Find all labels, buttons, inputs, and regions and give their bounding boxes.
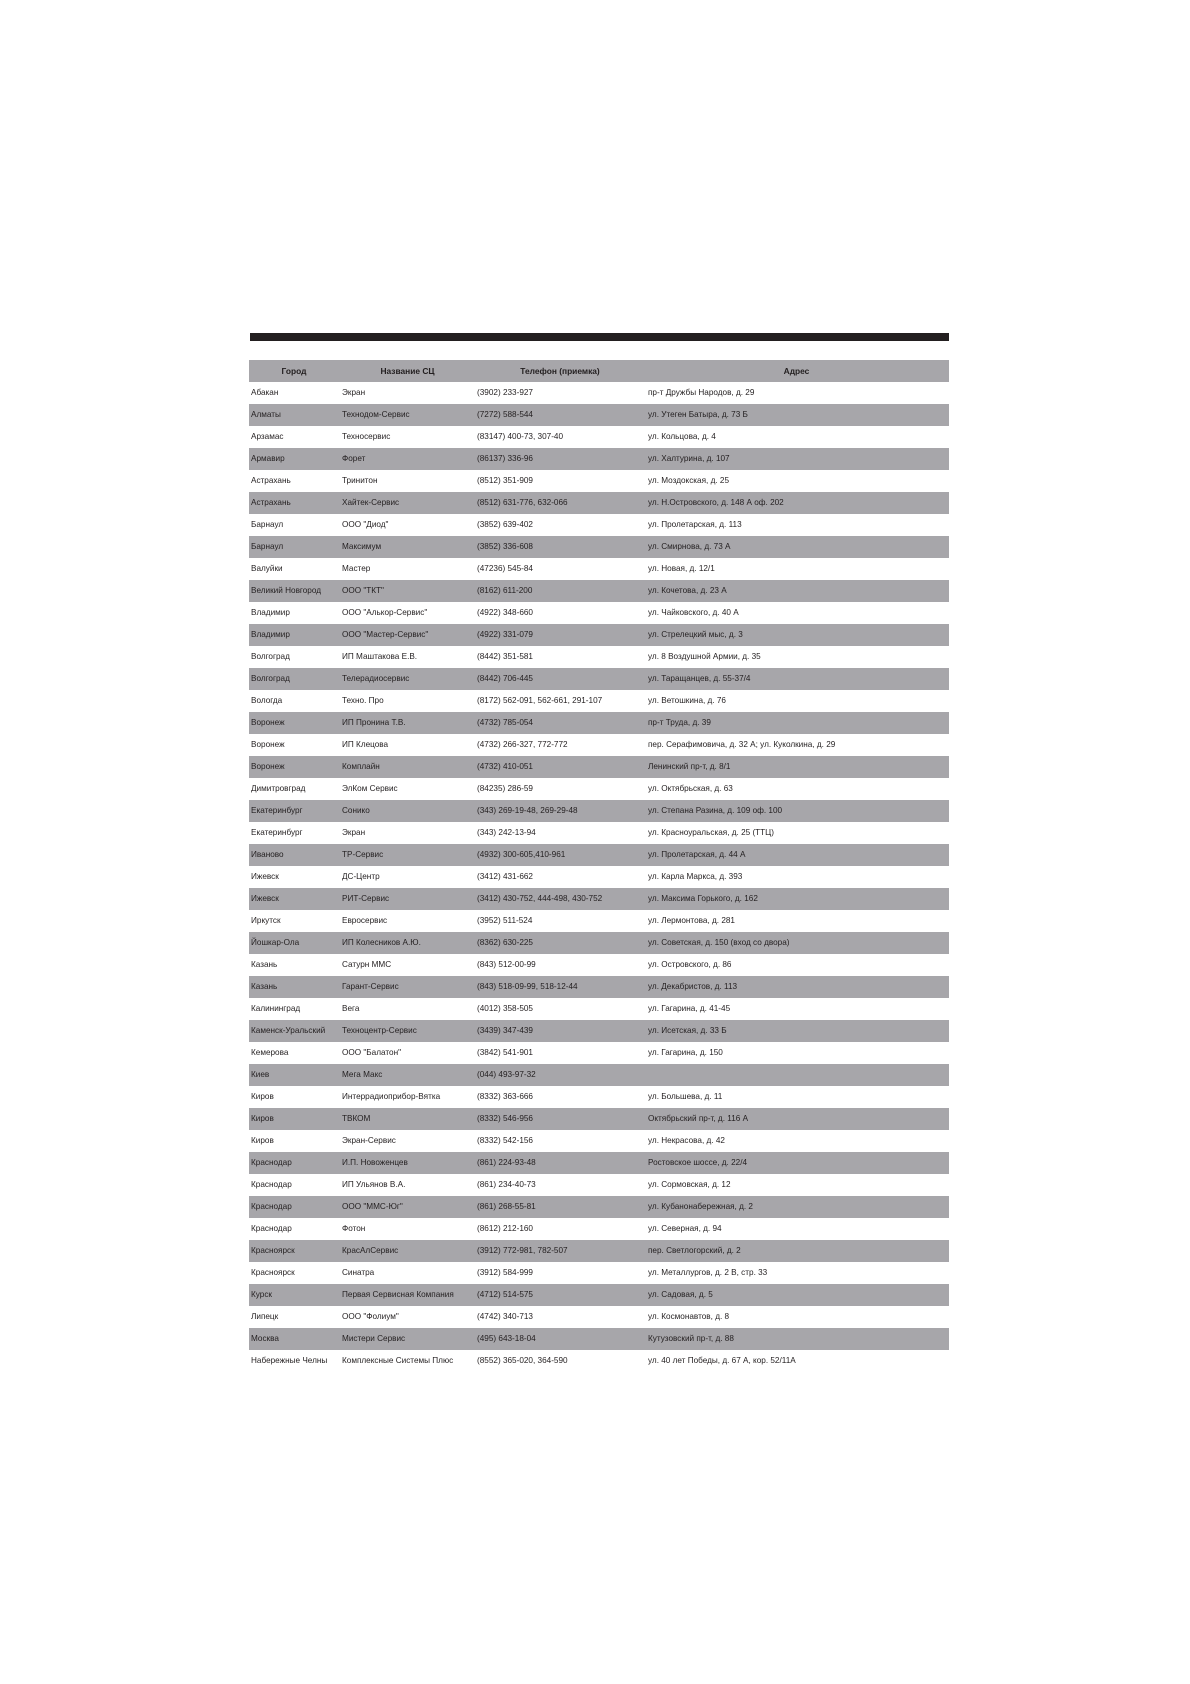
column-header-city: Город <box>249 360 339 382</box>
cell-address: пер. Серафимовича, д. 32 А; ул. Куколкина, д. 29 <box>648 739 836 749</box>
cell-phone: (8442) 351-581 <box>477 651 533 661</box>
cell-name: Технодом-Сервис <box>339 404 476 426</box>
cell-phone: (8172) 562-091, 562-661, 291-107 <box>477 695 603 705</box>
table-body <box>249 382 949 1372</box>
cell-phone: (4932) 300-605,410-961 <box>476 844 644 866</box>
table-row <box>249 646 949 668</box>
cell-name: ИП Колесников А.Ю. <box>339 932 476 954</box>
cell-phone: (3842) 541-901 <box>477 1047 533 1057</box>
table-row <box>249 844 949 866</box>
cell-phone: (861) 268-55-81 <box>476 1196 644 1218</box>
table-row <box>249 382 949 404</box>
cell-city: Волгоград <box>251 651 290 661</box>
cell-phone: (8332) 542-156 <box>477 1135 533 1145</box>
table-row <box>249 624 949 646</box>
cell-address: ул. Моздокская, д. 25 <box>648 475 730 485</box>
cell-phone: (84235) 286-59 <box>477 783 533 793</box>
cell-name: Комплексные Системы Плюс <box>342 1355 454 1365</box>
column-header-phone: Телефон (приемка) <box>476 360 644 382</box>
cell-phone: (8512) 351-909 <box>477 475 533 485</box>
cell-phone: (86137) 336-96 <box>476 448 644 470</box>
cell-city: Краснодар <box>251 1179 292 1189</box>
cell-address: ул. Новая, д. 12/1 <box>648 563 715 573</box>
cell-city: Владимир <box>249 624 339 646</box>
cell-city: Воронеж <box>251 739 285 749</box>
table-row <box>249 976 949 998</box>
table-row <box>249 932 949 954</box>
cell-phone: (4012) 358-505 <box>477 1003 533 1013</box>
table-row <box>249 866 949 888</box>
cell-city: Каменск-Уральский <box>249 1020 339 1042</box>
table-row <box>249 910 949 932</box>
cell-name: РИТ-Сервис <box>339 888 476 910</box>
table-row <box>249 888 949 910</box>
cell-name: Техносервис <box>342 431 391 441</box>
cell-phone: (4922) 331-079 <box>476 624 644 646</box>
cell-address: ул. Степана Разина, д. 109 оф. 100 <box>644 800 949 822</box>
cell-city: Киев <box>249 1064 339 1086</box>
cell-phone: (4732) 266-327, 772-772 <box>477 739 568 749</box>
cell-address: ул. Халтурина, д. 107 <box>644 448 949 470</box>
cell-address: ул. Красноуральская, д. 25 (ТТЦ) <box>648 827 774 837</box>
cell-city: Екатеринбург <box>249 800 339 822</box>
cell-name: Первая Сервисная Компания <box>339 1284 476 1306</box>
cell-phone: (4732) 410-051 <box>476 756 644 778</box>
table-row <box>249 1130 949 1152</box>
cell-name: Экран <box>342 387 366 397</box>
cell-address: Кутузовский пр-т, д. 88 <box>644 1328 949 1350</box>
cell-city: Краснодар <box>249 1152 339 1174</box>
cell-phone: (343) 269-19-48, 269-29-48 <box>476 800 644 822</box>
table-row <box>249 536 949 558</box>
cell-name: ТР-Сервис <box>339 844 476 866</box>
cell-address: ул. Декабристов, д. 113 <box>644 976 949 998</box>
cell-city: Валуйки <box>251 563 283 573</box>
cell-address: ул. Космонавтов, д. 8 <box>648 1311 730 1321</box>
cell-name: ИП Пронина Т.В. <box>339 712 476 734</box>
cell-phone: (3439) 347-439 <box>476 1020 644 1042</box>
cell-name: Техноцентр-Сервис <box>339 1020 476 1042</box>
header-row <box>249 360 949 382</box>
cell-name: Мистери Сервис <box>339 1328 476 1350</box>
cell-city: Вологда <box>251 695 283 705</box>
cell-city: Красноярск <box>249 1240 339 1262</box>
cell-city: Ижевск <box>249 888 339 910</box>
table-row <box>249 470 949 492</box>
cell-name: ООО "Балатон" <box>342 1047 402 1057</box>
cell-city: Иваново <box>249 844 339 866</box>
column-header-name: Название СЦ <box>339 360 476 382</box>
cell-name: Комплайн <box>339 756 476 778</box>
cell-phone: (3852) 336-608 <box>476 536 644 558</box>
cell-address: ул. Октябрьская, д. 63 <box>648 783 733 793</box>
cell-name: Интеррадиоприбор-Вятка <box>342 1091 441 1101</box>
table-row <box>249 998 949 1020</box>
table-row <box>249 1306 949 1328</box>
cell-address: ул. Стрелецкий мыс, д. 3 <box>644 624 949 646</box>
cell-city: Киров <box>251 1091 274 1101</box>
table-row <box>249 1086 949 1108</box>
cell-address: ул. Пролетарская, д. 44 А <box>644 844 949 866</box>
cell-address: ул. Садовая, д. 5 <box>644 1284 949 1306</box>
cell-city: Алматы <box>249 404 339 426</box>
cell-city: Абакан <box>251 387 279 397</box>
cell-address <box>644 1064 949 1086</box>
table-row <box>249 404 949 426</box>
cell-address: ул. Лермонтова, д. 281 <box>648 915 735 925</box>
cell-name: ЭлКом Сервис <box>342 783 398 793</box>
cell-phone: (843) 512-00-99 <box>477 959 536 969</box>
cell-city: Астрахань <box>249 492 339 514</box>
table-row <box>249 1218 949 1240</box>
cell-address: ул. Гагарина, д. 41-45 <box>648 1003 731 1013</box>
cell-city: Воронеж <box>249 756 339 778</box>
cell-city: Арзамас <box>251 431 284 441</box>
cell-name: Экран-Сервис <box>342 1135 396 1145</box>
cell-city: Барнаул <box>249 536 339 558</box>
cell-address: ул. Большева, д. 11 <box>648 1091 723 1101</box>
cell-name: Максимум <box>339 536 476 558</box>
cell-city: Набережные Челны <box>251 1355 328 1365</box>
cell-address: ул. Некрасова, д. 42 <box>648 1135 725 1145</box>
cell-phone: (3852) 639-402 <box>477 519 533 529</box>
cell-phone: (8552) 365-020, 364-590 <box>477 1355 568 1365</box>
cell-city: Екатеринбург <box>251 827 303 837</box>
cell-phone: (3412) 431-662 <box>477 871 533 881</box>
cell-phone: (843) 518-09-99, 518-12-44 <box>476 976 644 998</box>
cell-phone: (8332) 546-956 <box>476 1108 644 1130</box>
cell-address: ул. Максима Горького, д. 162 <box>644 888 949 910</box>
cell-city: Красноярск <box>251 1267 295 1277</box>
table-row <box>249 558 949 580</box>
cell-phone: (8362) 630-225 <box>476 932 644 954</box>
cell-address: ул. Сормовская, д. 12 <box>648 1179 731 1189</box>
cell-address: ул. Металлургов, д. 2 В, стр. 33 <box>648 1267 768 1277</box>
table-row <box>249 1020 949 1042</box>
cell-phone: (861) 224-93-48 <box>476 1152 644 1174</box>
cell-name: Фотон <box>342 1223 366 1233</box>
cell-name: Синатра <box>342 1267 375 1277</box>
cell-city: Йошкар-Ола <box>249 932 339 954</box>
cell-address: Ростовское шоссе, д. 22/4 <box>644 1152 949 1174</box>
table-row <box>249 1064 949 1086</box>
cell-name: Хайтек-Сервис <box>339 492 476 514</box>
cell-address: ул. Гагарина, д. 150 <box>648 1047 723 1057</box>
table-row <box>249 800 949 822</box>
cell-address: ул. Карла Маркса, д. 393 <box>648 871 743 881</box>
table-row <box>249 1152 949 1174</box>
cell-address: ул. Северная, д. 94 <box>648 1223 722 1233</box>
cell-city: Владимир <box>251 607 290 617</box>
cell-address: Октябрьский пр-т, д. 116 А <box>644 1108 949 1130</box>
table-row <box>249 1042 949 1064</box>
cell-name: Гарант-Сервис <box>339 976 476 998</box>
cell-name: ООО "ММС-Юг" <box>339 1196 476 1218</box>
table-row <box>249 1328 949 1350</box>
cell-name: Сатурн ММС <box>342 959 392 969</box>
cell-city: Краснодар <box>249 1196 339 1218</box>
cell-name: Сонико <box>339 800 476 822</box>
table-row <box>249 1240 949 1262</box>
table-row <box>249 514 949 536</box>
cell-city: Калининград <box>251 1003 301 1013</box>
table-row <box>249 756 949 778</box>
cell-name: Экран <box>342 827 366 837</box>
cell-city: Казань <box>249 976 339 998</box>
cell-city: Астрахань <box>251 475 291 485</box>
cell-address: пр-т Труда, д. 39 <box>644 712 949 734</box>
cell-phone: (343) 242-13-94 <box>477 827 536 837</box>
cell-city: Великий Новгород <box>249 580 339 602</box>
cell-address: Ленинский пр-т, д. 8/1 <box>644 756 949 778</box>
cell-address: ул. Таращанцев, д. 55-37/4 <box>644 668 949 690</box>
cell-city: Димитровград <box>251 783 306 793</box>
cell-phone: (4922) 348-660 <box>477 607 533 617</box>
cell-phone: (3412) 430-752, 444-498, 430-752 <box>476 888 644 910</box>
cell-address: ул. Н.Островского, д. 148 А оф. 202 <box>644 492 949 514</box>
table-row <box>249 712 949 734</box>
cell-address: ул. Советская, д. 150 (вход со двора) <box>644 932 949 954</box>
cell-phone: (3952) 511-524 <box>477 915 533 925</box>
cell-phone: (861) 234-40-73 <box>477 1179 536 1189</box>
cell-name: И.П. Новоженцев <box>339 1152 476 1174</box>
cell-name: ООО "Фолиум" <box>342 1311 399 1321</box>
cell-name: Вега <box>342 1003 360 1013</box>
cell-address: ул. Кольцова, д. 4 <box>648 431 716 441</box>
table-row <box>249 1196 949 1218</box>
cell-name: КрасАлСервис <box>339 1240 476 1262</box>
cell-phone: (83147) 400-73, 307-40 <box>477 431 564 441</box>
cell-phone: (4712) 514-575 <box>476 1284 644 1306</box>
cell-phone: (4732) 785-054 <box>476 712 644 734</box>
cell-address: пр-т Дружбы Народов, д. 29 <box>648 387 755 397</box>
cell-phone: (3912) 772-981, 782-507 <box>476 1240 644 1262</box>
table-row <box>249 778 949 800</box>
cell-phone: (8612) 212-160 <box>477 1223 533 1233</box>
cell-phone: (8162) 611-200 <box>476 580 644 602</box>
cell-city: Краснодар <box>251 1223 292 1233</box>
table-row <box>249 1108 949 1130</box>
table-row <box>249 492 949 514</box>
cell-address: пер. Светлогорский, д. 2 <box>644 1240 949 1262</box>
cell-address: ул. Смирнова, д. 73 А <box>644 536 949 558</box>
table-row <box>249 822 949 844</box>
table-row <box>249 580 949 602</box>
cell-city: Барнаул <box>251 519 284 529</box>
cell-name: Телерадиосервис <box>339 668 476 690</box>
cell-address: ул. Кочетова, д. 23 А <box>644 580 949 602</box>
cell-phone: (47236) 545-84 <box>477 563 533 573</box>
cell-address: ул. Кубанонабережная, д. 2 <box>644 1196 949 1218</box>
table-row <box>249 734 949 756</box>
column-header-address: Адрес <box>644 360 949 382</box>
table-row <box>249 1350 949 1372</box>
cell-name: ТВКОМ <box>339 1108 476 1130</box>
cell-city: Кемерова <box>251 1047 289 1057</box>
cell-city: Киров <box>249 1108 339 1130</box>
cell-phone: (8442) 706-445 <box>476 668 644 690</box>
table-row <box>249 602 949 624</box>
cell-name: Техно. Про <box>342 695 384 705</box>
cell-city: Иркутск <box>251 915 281 925</box>
cell-phone: (495) 643-18-04 <box>476 1328 644 1350</box>
header-rule <box>250 333 949 341</box>
cell-city: Ижевск <box>251 871 279 881</box>
table-row <box>249 954 949 976</box>
cell-name: Тринитон <box>342 475 378 485</box>
table-header <box>249 360 949 382</box>
table-row <box>249 1284 949 1306</box>
table-row <box>249 426 949 448</box>
cell-phone: (8332) 363-666 <box>477 1091 533 1101</box>
cell-phone: (3912) 584-999 <box>477 1267 533 1277</box>
cell-name: ИП Клецова <box>342 739 389 749</box>
cell-phone: (3902) 233-927 <box>477 387 533 397</box>
cell-address: ул. 40 лет Победы, д. 67 А, кор. 52/11А <box>648 1355 796 1365</box>
cell-city: Воронеж <box>249 712 339 734</box>
table-row <box>249 1262 949 1284</box>
cell-name: Форет <box>339 448 476 470</box>
cell-name: ИП Маштакова Е.В. <box>342 651 418 661</box>
cell-city: Казань <box>251 959 278 969</box>
cell-phone: (044) 493-97-32 <box>476 1064 644 1086</box>
cell-address: ул. Ветошкина, д. 76 <box>648 695 726 705</box>
cell-phone: (8512) 631-776, 632-066 <box>476 492 644 514</box>
cell-name: ООО "Мастер-Сервис" <box>339 624 476 646</box>
table-row <box>249 1174 949 1196</box>
cell-name: ООО "Алькор-Сервис" <box>342 607 428 617</box>
cell-phone: (7272) 588-544 <box>476 404 644 426</box>
cell-name: ДС-Центр <box>342 871 380 881</box>
cell-address: ул. 8 Воздушной Армии, д. 35 <box>648 651 761 661</box>
table-row <box>249 668 949 690</box>
cell-address: ул. Пролетарская, д. 113 <box>648 519 742 529</box>
cell-name: Мега Макс <box>339 1064 476 1086</box>
cell-name: ИП Ульянов В.А. <box>342 1179 406 1189</box>
table-row <box>249 690 949 712</box>
table-row <box>249 448 949 470</box>
cell-city: Киров <box>251 1135 274 1145</box>
cell-city: Москва <box>249 1328 339 1350</box>
cell-address: ул. Островского, д. 86 <box>648 959 732 969</box>
cell-name: Евросервис <box>342 915 388 925</box>
cell-name: ООО "ТКТ" <box>339 580 476 602</box>
cell-city: Курск <box>249 1284 339 1306</box>
cell-address: ул. Исетская, д. 33 Б <box>644 1020 949 1042</box>
cell-city: Армавир <box>249 448 339 470</box>
cell-city: Волгоград <box>249 668 339 690</box>
cell-address: ул. Утеген Батыра, д. 73 Б <box>644 404 949 426</box>
cell-name: Мастер <box>342 563 371 573</box>
cell-phone: (4742) 340-713 <box>477 1311 533 1321</box>
cell-name: ООО "Диод" <box>342 519 389 529</box>
cell-city: Липецк <box>251 1311 279 1321</box>
cell-address: ул. Чайковского, д. 40 А <box>648 607 739 617</box>
service-centers-table <box>249 360 949 1372</box>
